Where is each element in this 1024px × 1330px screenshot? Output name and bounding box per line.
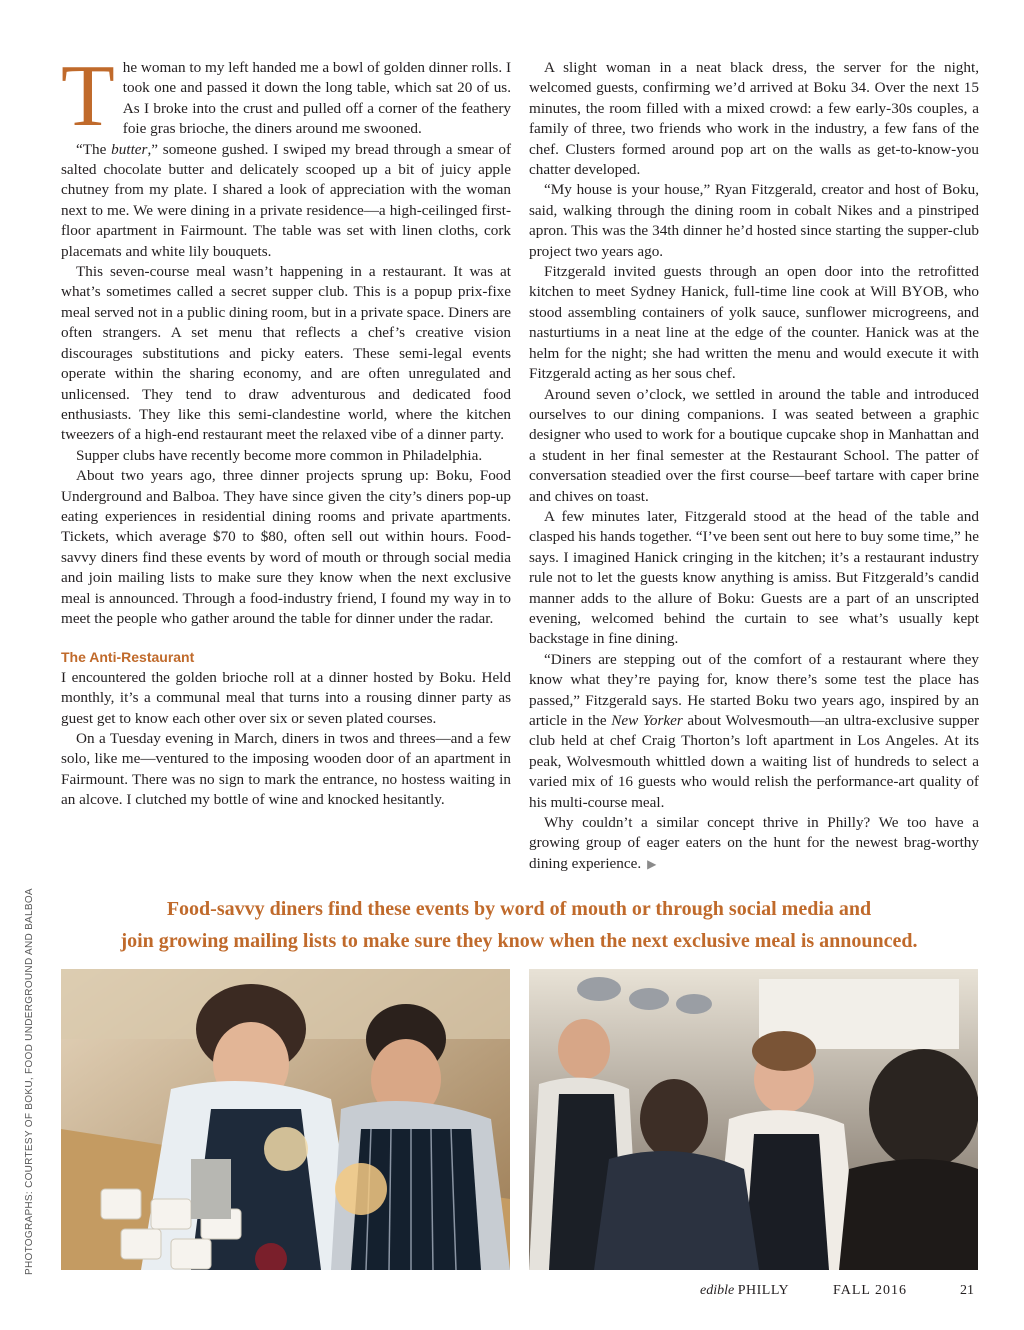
opening-paragraph	[61, 48, 511, 145]
paragraph-text: about Wolvesmouth—an ultra-exclusive supper club held at chef Craig Thorton’s loft apartment in Los Angeles. At its peak, Wolvesmouth whittled down a waiting list of hundreds to select a varied mix of 16 guests who would relish the performance-art quality of his multi-course meal.	[529, 712, 980, 811]
photo-dinner-guests	[529, 969, 978, 1270]
paragraph-text: “Diners are stepping out of the comfort of a restaurant where they know what they’re paying for, know there’s some test the place has passed,” Fitzgerald says. He started Boku two years ago, inspired by an article in the	[529, 650, 979, 729]
pull-quote-line: Food-savvy diners find these events by word of mouth or through social media and	[166, 898, 872, 920]
footer-publication: PHILLY	[737, 1283, 790, 1298]
article-column-right	[529, 58, 979, 874]
footer-season: FALL 2016	[833, 1283, 907, 1298]
paragraph: Around seven o’clock, we settled in around the table and introduced ourselves to our dining companions. I was seated between a graphic designer who used to work for a boutique cupcake shop in Manhattan and a student in her final semester at the Restaurant School. The patter of conversation steadied over the first course—beef tartare with caper brine and chives on toast.	[529, 385, 979, 505]
paragraph: I encountered the golden brioche roll at a dinner hosted by Boku. Held monthly, it’s a communal meal that turns into a rousing dinner party as guest get to know each other over six or seven plated courses.	[61, 668, 511, 727]
paragraph: Fitzgerald invited guests through an open door into the retrofitted kitchen to meet Sydney Hanick, full-time line cook at Will BYOB, who stood assembling containers of yolk sauce, sunflower microgreens, and nasturtiums in a neat line at the edge of the counter. Hanick was at the helm for the night; she had written the menu and would execute it with Fitzgerald acting as her sous chef.	[529, 263, 979, 383]
photo-kitchen-plating-image	[61, 969, 510, 1270]
paragraph: A few minutes later, Fitzgerald stood at the head of the table and clasped his hands together. “I’ve been sent out here to buy some time,” he says. I imagined Hanick cringing in the kitchen; it’s a restaurant industry rule not to let the guests know anything is amiss. But Fitzgerald’s candid manner adds to the allure of Boku: Guests are a part of an unscripted evening, welcomed behind the curtain to see what’s usually kept backstage in fine dining.	[529, 507, 979, 648]
paragraph-text: ,” someone gushed. I swiped my bread through a smear of salted chocolate butter and delicately scooped up a bit of juicy apple chutney from my plate. I shared a look of appreciation with the woman next to me. We were dining in a private residence—a high-ceilinged first-floor apartment in Fairmount. The table was set with linen cloths, cork placemats and white lily bouquets.	[61, 140, 512, 260]
paragraph-text: Why couldn’t a similar concept thrive in Philly? We too have a growing group of eager eaters on the hunt for the newest brag-worthy dining experience.	[529, 814, 979, 872]
pull-quote	[60, 893, 978, 957]
paragraph: About two years ago, three dinner projects sprung up: Boku, Food Underground and Balboa. They have since given the city’s diners pop-up eating experiences in residential dining rooms and private apartments. Tickets, which average $70 to $80, often sell out within hours. Food-savvy diners find these events by word of mouth or through social media and join mailing lists to make sure they know when the next exclusive meal is announced. Through a food-industry friend, I found my way in to meet the people who gather around the table for dinner under the radar.	[61, 467, 511, 627]
article-column-left	[61, 48, 512, 811]
emphasis-text: butter	[111, 140, 148, 158]
end-mark-icon: ▶	[647, 856, 657, 871]
paragraph: “My house is your house,” Ryan Fitzgerald, creator and host of Boku, said, walking through the dining room in cobalt Nikes and a pinstriped apron. This was the 34th dinner he’d hosted since starting the supper-club project two years ago.	[529, 181, 979, 260]
footer-brand: edible	[700, 1283, 735, 1298]
paragraph	[61, 140, 511, 262]
emphasis-text: New Yorker	[611, 712, 683, 729]
drop-cap: T	[61, 48, 115, 145]
paragraph: A slight woman in a neat black dress, the server for the night, welcomed guests, confirming we’d arrived at Boku 34. Over the next 15 minutes, the room filled with a mixed crowd: a few early-30s couples, a family of three, two friends who work in the industry, a few fans of the chef. Clusters formed around pop art on the walls as get-to-know-you chatter developed.	[529, 59, 979, 179]
paragraph: This seven-course meal wasn’t happening in a restaurant. It was at what’s sometimes called a secret supper club. This is a popup prix-fixe meal served not in a public dining room, but in a private space. Diners are often strangers. A set menu that reflects a chef’s creative vision discourages substitutions and picky eaters. These semi-legal events operate within the sharing economy, and are often unregulated and unlicensed. They tend to draw adventurous and dedicated food enthusiasts. They like this semi-clandestine world, where the kitchen tweezers of a high-end restaurant meet the relaxed vibe of a dinner party.	[61, 263, 511, 444]
page-footer	[700, 1283, 980, 1299]
paragraph-text: “The	[76, 140, 112, 158]
pull-quote-line: join growing mailing lists to make sure they know when the next exclusive meal is announced.	[120, 930, 918, 952]
photo-credit: PHOTOGRAPHS: COURTESY OF BOKU, FOOD UNDERGROUND AND BALBOA	[24, 888, 35, 1275]
paragraph: Supper clubs have recently become more common in Philadelphia.	[76, 446, 483, 464]
photo-kitchen-plating	[61, 969, 510, 1270]
paragraph-text: he woman to my left handed me a bowl of golden dinner rolls. I took one and passed it down the long table, which sat 20 of us. As I broke into the crust and pulled off a corner of the feathery foie gras brioche, the diners around me swooned.	[122, 59, 511, 138]
page-number: 21	[960, 1283, 974, 1298]
paragraph: On a Tuesday evening in March, diners in twos and threes—and a few solo, like me—ventured to the imposing wooden door of an apartment in Fairmount. There was no sign to mark the entrance, no hostess waiting in an alcove. I clutched my bottle of wine and knocked hesitantly.	[61, 730, 511, 809]
paragraph	[529, 650, 979, 813]
paragraph	[529, 813, 979, 874]
section-subhead: The Anti-Restaurant	[61, 649, 195, 666]
photo-dinner-guests-image	[529, 969, 978, 1270]
